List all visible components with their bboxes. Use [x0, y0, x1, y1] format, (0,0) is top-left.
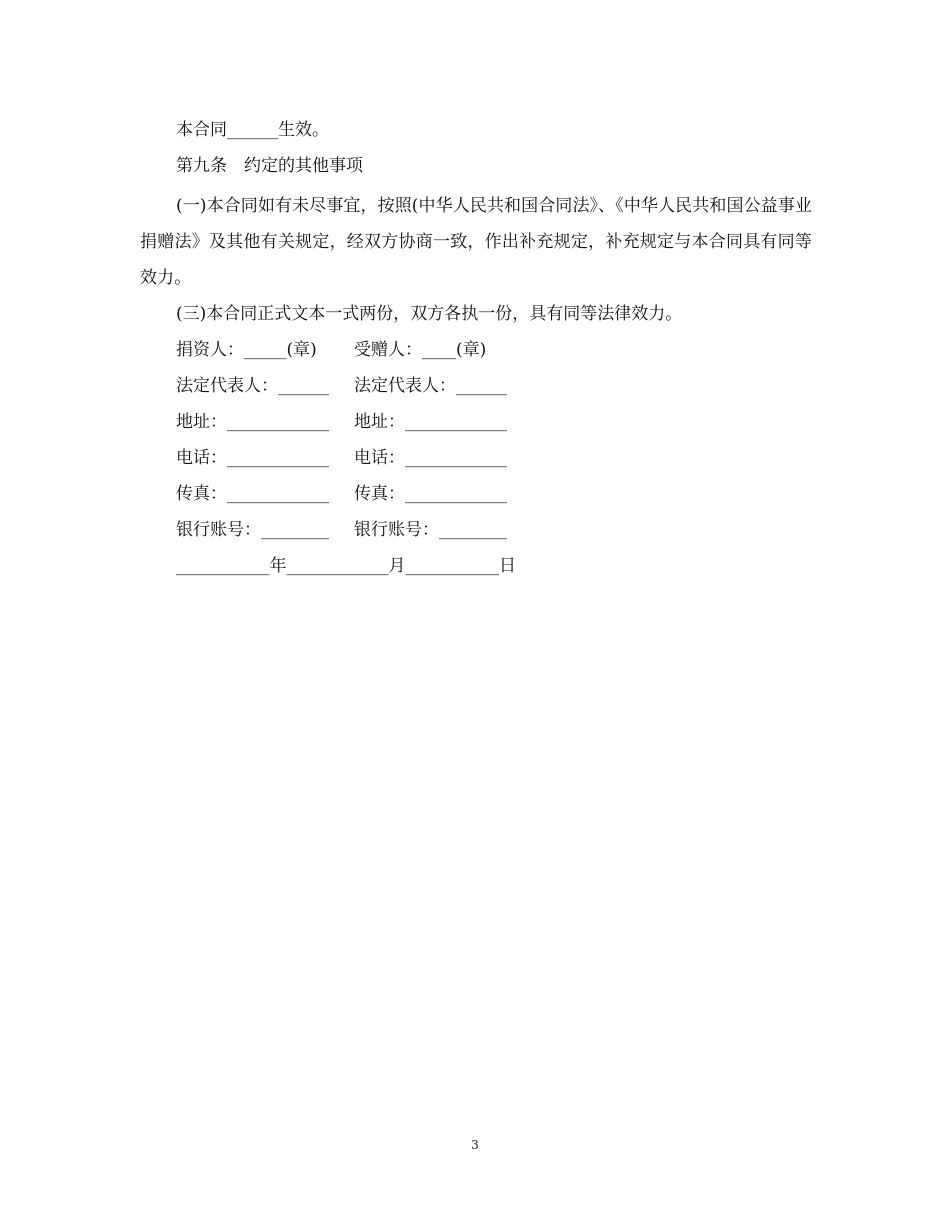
recipient-fax-line: 传真：____________ [354, 484, 507, 504]
signature-row [140, 336, 812, 364]
document-body [140, 116, 812, 588]
recipient-phone-line: 电话：____________ [354, 448, 507, 468]
signature-row [140, 372, 812, 400]
donor-fax-line: 传真：____________ [176, 484, 329, 504]
donor-seal-line: 捐资人：_____(章) [176, 340, 317, 360]
donor-phone-line: 电话：____________ [176, 448, 329, 468]
date-line: ___________年____________月___________日 [176, 556, 516, 576]
recipient-bank-account-line: 银行账号：________ [354, 520, 507, 540]
page-number: 3 [471, 1138, 479, 1152]
signature-row [140, 480, 812, 508]
recipient-address-line: 地址：____________ [354, 412, 507, 432]
effective-clause: 本合同______生效。 [176, 120, 329, 140]
signature-row [140, 444, 812, 472]
clause-three-paragraph: (三)本合同正式文本一式两份，双方各执一份，具有同等法律效力。 [176, 304, 683, 324]
clause-one-paragraph: (一)本合同如有未尽事宜，按照(中华人民共和国合同法》、《中华人民共和国公益事业捐赠法》及其他有关规定，经双方协商一致，作出补充规定，补充规定与本合同具有同等效力。 [140, 196, 812, 288]
recipient-seal-line: 受赠人：____(章) [354, 340, 487, 360]
article-nine-heading: 第九条 约定的其他事项 [176, 156, 363, 176]
donor-legal-rep-line: 法定代表人：______ [176, 376, 329, 396]
donor-bank-account-line: 银行账号：________ [176, 520, 329, 540]
signature-row [140, 408, 812, 436]
donor-address-line: 地址：____________ [176, 412, 329, 432]
signature-row [140, 516, 812, 544]
recipient-legal-rep-line: 法定代表人：______ [354, 376, 507, 396]
